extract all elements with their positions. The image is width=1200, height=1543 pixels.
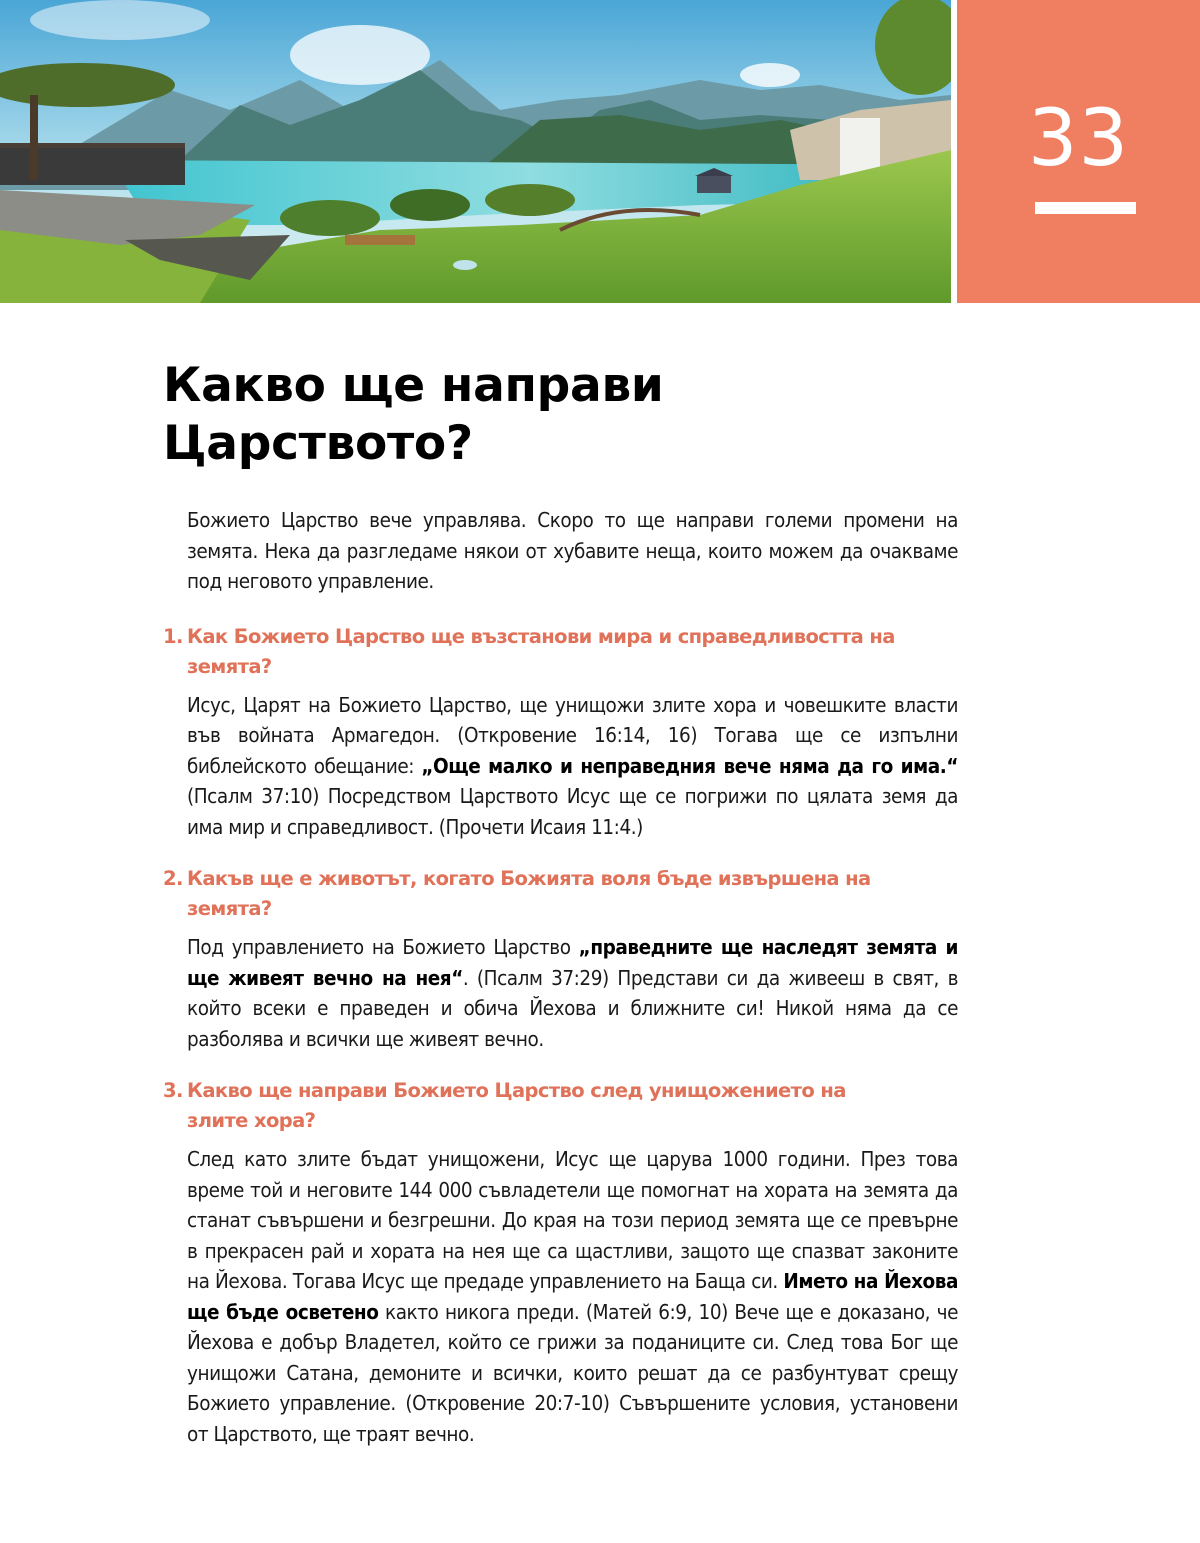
answer-text: Исус, Царят на Божието Царство, ще унищожи злите хора и човешките власти във войната Армагедон. (Откровение 16:14, 16) Тогава ще се изпълни библейското обещание: (187, 692, 958, 778)
hero-illustration (0, 0, 951, 303)
answer-paragraph (187, 932, 958, 1054)
question-text: Какво ще направи Божието Царство след унищожението на злите хора? (187, 1079, 846, 1132)
trees (280, 200, 380, 236)
cloud (740, 63, 800, 87)
trees (390, 189, 470, 221)
cloud (30, 0, 210, 40)
page-title: Какво ще направи Царството? (163, 358, 664, 471)
paradise-landscape-image (0, 0, 951, 303)
question-number: 1. (163, 624, 183, 648)
emphasized-scripture-quote: Името на Йехова ще бъде осветено (187, 1269, 958, 1324)
pergola (345, 235, 415, 245)
chapter-badge (957, 0, 1200, 303)
answer-text: (Псалм 37:10) Посредством Царството Исус ще се погрижи по цялата земя да има мир и справедливост. (Прочети Исаия 11:4.) (187, 784, 958, 839)
answer-text: . (Псалм 37:29) Представи си да живееш в свят, в който всеки е праведен и обича Йехова и ближните си! Никой няма да се разболява и всички ще живеят вечно. (187, 965, 958, 1051)
answer-text: както никога преди. (Матей 6:9, 10) Вече ще е доказано, че Йехова е добър Владетел, който се грижи за поданиците си. След това Бог ще унищожи Сатана, демоните и всички, които решат да се разбунтуват срещу Божието управление. (Откровение 20:7-10) Съвършените условия, установени от Царството, ще траят вечно. (187, 1299, 958, 1446)
trees (485, 184, 575, 216)
chapter-number: 33 (1027, 94, 1130, 184)
question-heading (163, 864, 958, 924)
question-text: Какъв ще е животът, когато Божията воля бъде извършена на земята? (187, 867, 871, 920)
question-number: 2. (163, 867, 183, 890)
emphasized-scripture-quote: „праведните ще наследят земята и ще живеят вечно на нея“ (187, 935, 958, 990)
question-number: 3. (163, 1079, 183, 1102)
farmhouse (697, 175, 731, 193)
section-3 (163, 1076, 958, 1449)
fountain (453, 260, 477, 270)
answer-text: Под управлението на Божието Царство (187, 935, 579, 959)
intro-paragraph: Божието Царство вече управлява. Скоро то ще направи големи промени на земята. Нека да разгледаме някои от хубавите неща, които можем да очакваме под неговото управление. (187, 508, 958, 593)
terrace-house (0, 145, 185, 185)
question-text: Как Божието Царство ще възстанови мира и справедливостта на земята? (187, 624, 895, 678)
tree-left-trunk (30, 95, 38, 180)
question-heading (163, 1076, 958, 1136)
lesson-content (163, 505, 958, 1471)
question-heading (163, 622, 958, 682)
emphasized-scripture-quote: „Още малко и неправедния вече няма да го има.“ (421, 753, 958, 778)
section-2 (163, 864, 958, 1054)
answer-text: След като злите бъдат унищожени, Исус ще царува 1000 години. През това време той и неговите 144 000 съвладетели ще помогнат на хората на земята да станат съвършени и безгрешни. До края на този период земята ще се превърне в прекрасен рай и хората на нея ще са щастливи, защото ще спазват законите на Йехова. Тогава Исус ще предаде управлението на Баща си. (187, 1147, 958, 1293)
answer-paragraph (187, 1144, 958, 1449)
answer-paragraph (187, 690, 958, 843)
chapter-underline (1035, 202, 1136, 214)
section-1 (163, 622, 958, 843)
